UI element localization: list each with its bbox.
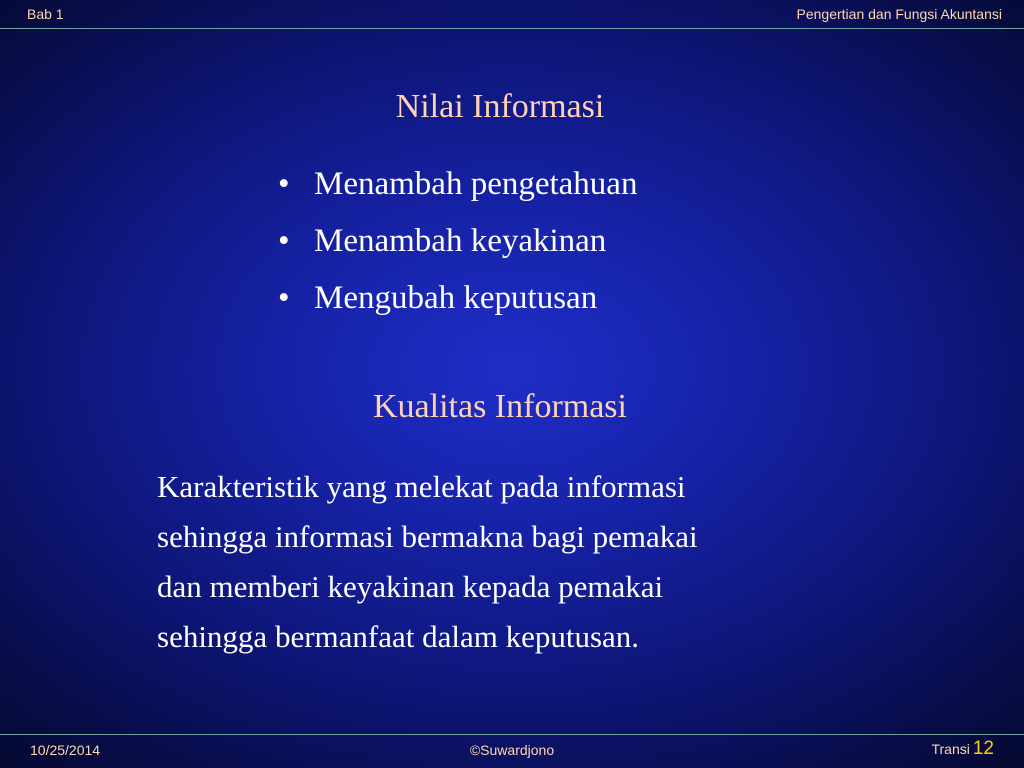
bullet-marker: • bbox=[278, 280, 290, 316]
footer-label: Transi bbox=[931, 741, 970, 757]
footer-page-info bbox=[931, 738, 994, 760]
paragraph-line: sehingga bermanfaat dalam keputusan. bbox=[157, 619, 640, 654]
bullet-marker: • bbox=[278, 223, 290, 259]
bullet-list bbox=[278, 156, 637, 327]
bullet-item bbox=[278, 156, 637, 213]
header-topic: Pengertian dan Fungsi Akuntansi bbox=[796, 6, 1002, 22]
footer-divider bbox=[0, 734, 1024, 735]
header-chapter: Bab 1 bbox=[27, 6, 64, 22]
bullet-text: Menambah keyakinan bbox=[314, 223, 607, 259]
bullet-text: Mengubah keputusan bbox=[314, 280, 598, 316]
paragraph-line: dan memberi keyakinan kepada pemakai bbox=[157, 569, 664, 604]
header-divider bbox=[0, 28, 1024, 29]
bullet-text: Menambah pengetahuan bbox=[314, 166, 638, 202]
footer-author: ©Suwardjono bbox=[469, 742, 555, 758]
bullet-item bbox=[278, 213, 637, 270]
slide-title: Nilai Informasi bbox=[395, 88, 605, 125]
definition-paragraph bbox=[157, 462, 877, 662]
paragraph-line: sehingga informasi bermakna bagi pemakai bbox=[157, 519, 698, 554]
page-number: 12 bbox=[972, 738, 994, 759]
paragraph-line: Karakteristik yang melekat pada informasi bbox=[157, 469, 686, 504]
bullet-item bbox=[278, 270, 637, 327]
footer-date: 10/25/2014 bbox=[30, 742, 101, 758]
bullet-marker: • bbox=[278, 166, 290, 202]
slide-subtitle: Kualitas Informasi bbox=[373, 388, 627, 425]
